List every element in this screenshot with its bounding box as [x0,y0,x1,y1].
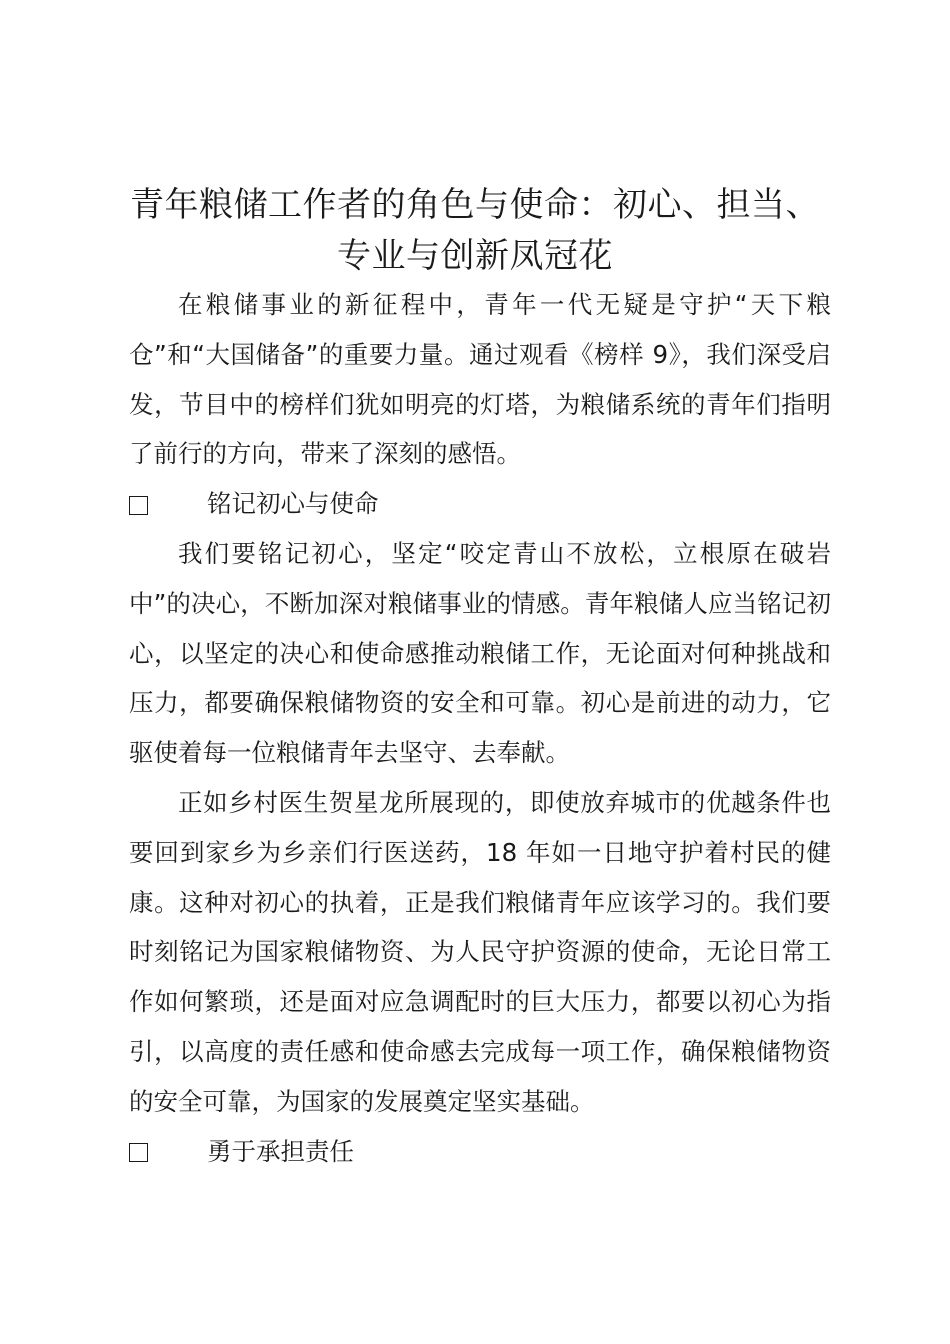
paragraph-example: 正如乡村医生贺星龙所展现的，即使放弃城市的优越条件也要回到家乡为乡亲们行医送药，18 年如一日地守护着村民的健康。这种对初心的执着，正是我们粮储青年应该学习的。我们要时刻铭记为国家粮储物资、为人民守护资源的使命，无论日常工作如何繁琐，还是面对应急调配时的巨大压力，都要以初心为指引，以高度的责任感和使命感去完成每一项工作，确保粮储物资的安全可靠，为国家的发展奠定坚实基础。 [129,787,831,1116]
document-body [129,280,831,1176]
checkbox-square-icon [129,496,148,515]
document-title-line-2: 专业与创新凤冠花 [337,236,613,276]
paragraph-intro: 在粮储事业的新征程中，青年一代无疑是守护“天下粮仓”和“大国储备”的重要力量。通过观看《榜样 9》，我们深受启发，节目中的榜样们犹如明亮的灯塔，为粮储系统的青年们指明了前行的方向，带来了深刻的感悟。 [129,290,831,469]
checkbox-square-icon [129,1143,148,1162]
section-heading-label: 勇于承担责任 [207,1136,354,1166]
section-heading-responsibility [129,1127,831,1177]
document-title-line-1: 青年粮储工作者的角色与使命：初心、担当、 [130,185,820,225]
section-heading-initial-mission [129,479,831,529]
paragraph-initial-mission: 我们要铭记初心，坚定“咬定青山不放松，立根原在破岩中”的决心，不断加深对粮储事业的情感。青年粮储人应当铭记初心，以坚定的决心和使命感推动粮储工作，无论面对何种挑战和压力，都要确保粮储物资的安全和可靠。初心是前进的动力，它驱使着每一位粮储青年去坚守、去奉献。 [129,538,831,768]
section-heading-label: 铭记初心与使命 [207,489,379,519]
